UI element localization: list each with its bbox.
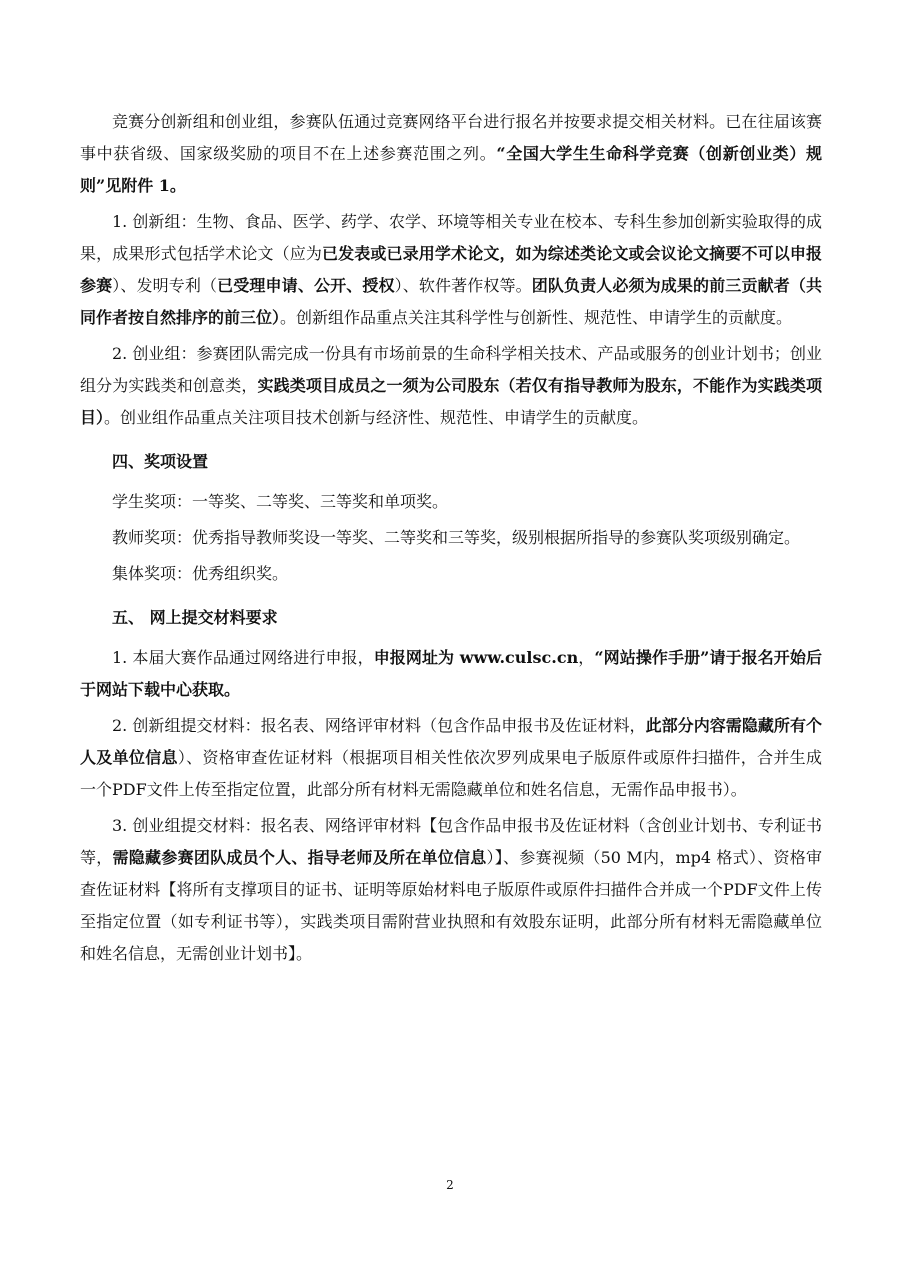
- submission-item-1-text-1: 1. 本届大赛作品通过网络进行申报，: [112, 648, 374, 667]
- awards-heading: 四、奖项设置: [112, 452, 209, 471]
- submission-website-text: 申报网址为 www.culsc.cn: [373, 648, 579, 667]
- submission-item-2-bold: 此部分内容需隐藏所有个人及单位信息: [80, 716, 822, 767]
- document-body: [80, 106, 822, 974]
- innovation-text-1: 1. 创新组：生物、食品、医学、药学、农学、环境等相关专业在校本、专科生参加创新实验取得的成果，成果形式包括学术论文（应为: [80, 212, 822, 263]
- submission-item-2-text-2: ）、资格审查佐证材料（根据项目相关性依次罗列成果电子版原件或原件扫描件，合并生成一个PDF文件上传至指定位置，此部分所有材料无需隐藏单位和姓名信息，无需作品申报书）。: [80, 748, 822, 799]
- student-awards-paragraph: 学生奖项：一等奖、二等奖、三等奖和单项奖。: [112, 492, 449, 511]
- startup-text-1: 2. 创业组：参赛团队需完成一份具有市场前景的生命科学相关技术、产品或服务的创业计划书；创业组分为实践类和创意类，: [80, 344, 822, 395]
- intro-bold-text: “全国大学生生命科学竞赛（创新创业类）规则”见附件 1。: [80, 144, 822, 195]
- innovation-text-3: ）、软件著作权等。: [394, 276, 532, 295]
- group-awards-paragraph: 集体奖项：优秀组织奖。: [112, 564, 289, 583]
- intro-paragraph: [80, 106, 822, 202]
- startup-bold-1: 实践类项目成员之一须为公司股东（若仅有指导教师为股东，不能作为实践类项目）: [80, 376, 822, 427]
- startup-text-2: 。创业组作品重点关注项目技术创新与经济性、规范性、申请学生的贡献度。: [104, 408, 649, 427]
- submission-item-3-text-2: ）】、参赛视频（50 M内，mp4 格式）、资格审查佐证材料【将所有支撑项目的证书、证明等原始材料电子版原件或原件扫描件合并成一个PDF文件上传至指定位置（如专利证书等），实践类项目需附营业执照和有效股东证明，此部分所有材料无需隐藏单位和姓名信息，无需创业计划书】。: [80, 848, 822, 963]
- innovation-bold-3: 团队负责人必须为成果的前三贡献者（共同作者按自然排序的前三位）: [80, 276, 822, 327]
- submission-item-2: [80, 710, 822, 806]
- innovation-text-2: ）、发明专利（: [112, 276, 218, 295]
- innovation-bold-1: 已发表或已录用学术论文，如为综述类论文或会议论文摘要不可以申报参赛: [80, 244, 822, 295]
- submission-item-3: [80, 810, 822, 970]
- intro-text: 竞赛分创新组和创业组，参赛队伍通过竞赛网络平台进行报名并按要求提交相关材料。已在往届该赛事中获省级、国家级奖励的项目不在上述参赛范围之列。: [80, 112, 822, 163]
- submission-item-1: [80, 642, 822, 706]
- submission-manual-text: “网站操作手册”请于报名开始后于网站下载中心获取。: [80, 648, 822, 699]
- submission-item-3-bold: 需隐藏参赛团队成员个人、指导老师及所在单位信息: [112, 848, 487, 867]
- submission-item-1-text-2: ，: [578, 648, 595, 667]
- teacher-awards-paragraph: 教师奖项：优秀指导教师奖设一等奖、二等奖和三等奖，级别根据所指导的参赛队奖项级别确定。: [112, 528, 801, 547]
- startup-group-paragraph: [80, 338, 822, 434]
- submission-heading: 五、 网上提交材料要求: [112, 608, 278, 627]
- innovation-bold-2: 已受理申请、公开、授权: [217, 276, 395, 295]
- submission-item-2-text-1: 2. 创新组提交材料：报名表、网络评审材料（包含作品申报书及佐证材料，: [112, 716, 646, 735]
- innovation-text-4: 。创新组作品重点关注其科学性与创新性、规范性、申请学生的贡献度。: [280, 308, 793, 327]
- innovation-group-paragraph: [80, 206, 822, 334]
- page-number: 2: [446, 1178, 454, 1192]
- submission-item-3-text-1: 3. 创业组提交材料：报名表、网络评审材料【包含作品申报书及佐证材料（含创业计划书、专利证书等，: [80, 816, 822, 867]
